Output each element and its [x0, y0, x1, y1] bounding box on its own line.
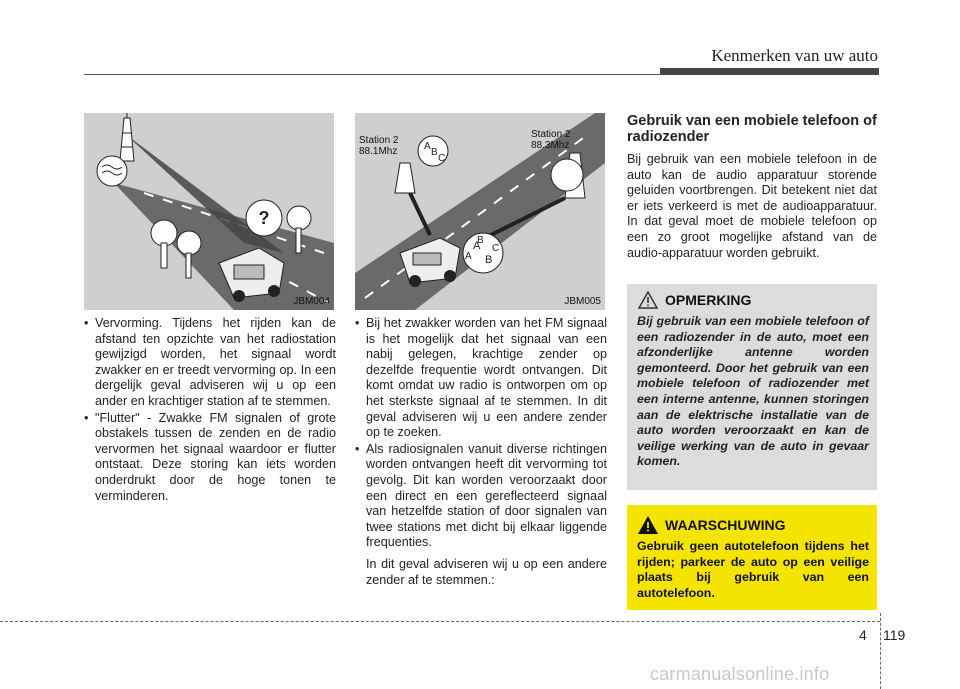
watermark: carmanualsonline.info [650, 664, 830, 684]
section-title: Gebruik van een mobiele telefoon of radiozender [627, 113, 877, 145]
warning-title: WAARSCHUWING [665, 517, 786, 533]
note-box [627, 284, 877, 490]
figure-distortion [84, 113, 334, 310]
svg-text:C: C [492, 243, 500, 254]
note-title: OPMERKING [665, 292, 752, 308]
footer-rule [0, 621, 880, 622]
page-number: 119 [883, 627, 906, 643]
signal-wave-bubble [551, 159, 583, 191]
svg-text:C: C [438, 153, 446, 164]
svg-text:B: B [485, 254, 493, 266]
signal-wave-bubble [97, 156, 127, 186]
svg-text:88.3Mhz: 88.3Mhz [531, 140, 570, 151]
figure-two-stations [355, 113, 605, 310]
distortion-illustration [84, 113, 334, 310]
svg-text:88.1Mhz: 88.1Mhz [359, 146, 398, 157]
svg-text:A: A [424, 141, 431, 152]
bullet-list [355, 316, 607, 551]
list-item: • Vervorming. Tijdens het rijden kan de afstand ten opzichte van het radiostation gewijzigd worden, het signaal wordt zwakker en er treedt vervorming op. In een dergelijk geval adviseren wij u op een ander en krachtiger station af te stemmen. [84, 316, 336, 410]
svg-text:B: B [431, 147, 438, 158]
warning-text: Gebruik geen autotelefoon tijdens het rijden; parkeer de auto op een veilige plaats bij gebruik van een autotelefoon. [637, 539, 869, 600]
figure-code: JBM005 [564, 296, 601, 307]
list-item: • Bij het zwakker worden van het FM signaal is het mogelijk dat het signaal van een nabij gelegen, krachtige zender op dezelfde frequentie wordt ontvangen. Dit komt omdat uw radio is ontworpen om op het sterkste signaal af te stemmen. In dit geval adviseren wij u een andere zender op te zoeken. [355, 316, 607, 441]
note-text: Bij gebruik van een mobiele telefoon of een radiozender in de auto, moet een afzonderlijke antenne worden gemonteerd. Door het gebruik van een mobiele telefoon of radiozender met een interne antenne, kunnen storingen aan de elektrische installatie van de auto worden veroorzaakt en kan de veilige werking van de auto in gevaar komen. [637, 314, 869, 469]
advice-note: In dit geval adviseren wij u op een andere zender af te stemmen.: [366, 556, 607, 587]
section-body: Bij gebruik van een mobiele telefoon in de auto kan de audio apparatuur storende geluiden voortbrengen. Dit betekent niet dat er iets verkeerd is met de audioapparatuur. In dat geval moet de mobiele telefoon op een zo groot mogelijke afstand van de audio-apparatuur worden gebruikt. [627, 152, 877, 260]
list-item: • Als radiosignalen vanuit diverse richtingen worden ontvangen heeft dit vervorming tot gevolg. Dit kan worden veroorzaakt door een direct en een gereflecteerd signaal van hetzelfde station of door signalen van twee stations met dicht bij elkaar liggende frequenties. [355, 442, 607, 551]
caution-icon [637, 290, 659, 310]
radio-tower-icon [120, 113, 134, 161]
svg-text:Station 2: Station 2 [531, 129, 571, 140]
svg-text:?: ? [258, 208, 270, 228]
header-rule-accent [660, 68, 879, 75]
list-item: • "Flutter" - Zwakke FM signalen of grote obstakels tussen de zenden en de radio vervormen het signaal waardoor er flutter ontstaat. Deze storing kan iets worden onderdrukt door de hoge tonen te verminderen. [84, 411, 336, 505]
svg-text:B: B [477, 235, 484, 246]
warning-box [627, 505, 877, 610]
warning-icon [637, 515, 659, 535]
bullet-list [84, 316, 336, 504]
column-3 [627, 113, 877, 261]
svg-text:A: A [465, 251, 472, 262]
footer-divider [880, 613, 881, 689]
column-1 [84, 316, 336, 505]
figure-code: JBM004 [293, 296, 330, 307]
page-header-title: Kenmerken van uw auto [711, 46, 878, 65]
two-stations-illustration [355, 113, 605, 310]
svg-text:Station 2: Station 2 [359, 135, 399, 146]
column-2 [355, 316, 607, 588]
svg-text:A: A [473, 240, 481, 252]
chapter-number: 4 [859, 627, 867, 643]
